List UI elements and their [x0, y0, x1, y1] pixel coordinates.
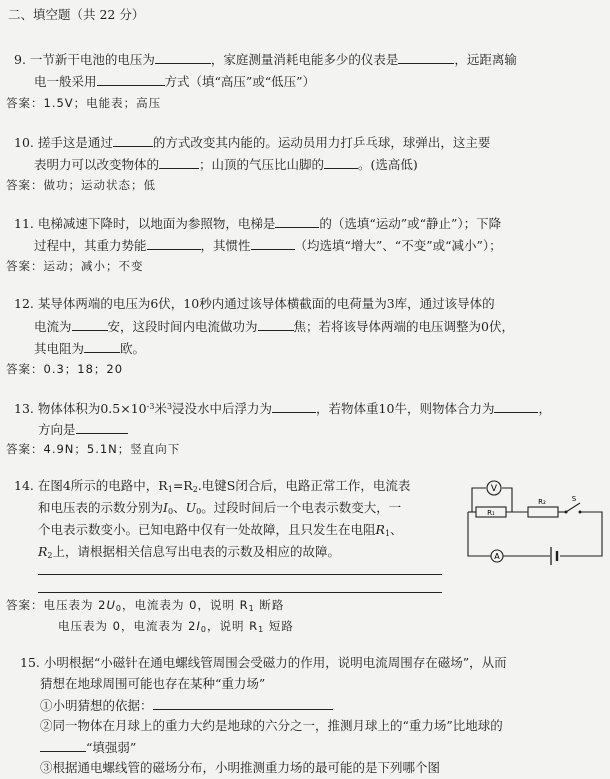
q14-sub-2: 2 [192, 485, 198, 494]
q11-text-e: （均选填“增大”、“不变”或“减小”）； [294, 238, 502, 253]
q12-blank-2[interactable] [258, 317, 294, 331]
q10-text-d: ；山顶的气压比山脚的 [199, 157, 325, 172]
q14-ans1-a: 答案：电压表为 2 [6, 598, 107, 612]
battery-icon [551, 547, 557, 565]
q13-text-f: 方向是 [38, 422, 76, 437]
q14-ans1-u: U [106, 598, 116, 612]
q14-text-e: 。过段时间后一个电表示数变大，一 [201, 500, 402, 515]
q12-text-d: 其电阻为 [34, 341, 85, 356]
q10-text-c: 表明力可以改变物体的 [34, 157, 160, 172]
question-13-line-2 [38, 420, 128, 439]
q10-text-a: 10. 搓手这是通过 [14, 135, 113, 150]
question-15-line-4: ②同一物体在月球上的重力大约是地球的六分之一，推测月球上的“重力场”比地球的 [40, 718, 503, 733]
question-13-line-1 [14, 398, 551, 418]
q14-i0-sub: 0 [167, 507, 174, 516]
voltmeter-label: V [490, 484, 498, 494]
q10-text-b: 的方式改变其内能的。运动员用力打乒乓球，球弹出，这主要 [152, 135, 491, 150]
q14-ans2-c: 短路 [264, 619, 294, 633]
switch-icon [565, 503, 582, 514]
q14-answer-2 [58, 617, 294, 639]
circuit-diagram [462, 476, 608, 576]
q10-blank-1[interactable] [113, 133, 153, 147]
question-9-line-1 [14, 50, 517, 69]
q14-r1-sub: 1 [384, 529, 391, 538]
q13-text-d: ，若物体重10牛，则物体合力为 [316, 401, 495, 416]
q14-text-f: 个电表示数变小。已知电路中仅有一处故障，且只发生在电阻 [38, 522, 376, 537]
q14-ans1-rsub: 1 [248, 604, 255, 613]
q14-ans1-b: ，电流表为 0，说明 R [122, 598, 249, 612]
q14-u0-sub: 0 [196, 507, 202, 516]
question-12-line-1: 12. 某导体两端的电压为6伏，10秒内通过该导体横截面的电荷量为3库，通过该导体的 [14, 296, 495, 311]
q13-exp-1: -3 [146, 402, 155, 411]
section-title: 二、填空题（共 22 分） [8, 7, 145, 22]
q12-text-c: 焦；若将该导体两端的电压调整为0伏， [293, 319, 514, 334]
q11-blank-3[interactable] [251, 236, 295, 250]
q14-sub-1: 1 [167, 485, 173, 494]
q15-text-a: ①小明猜想的依据： [40, 698, 153, 713]
resistor-r2-icon [528, 507, 558, 517]
question-10-line-1 [14, 133, 490, 152]
question-15-line-5 [40, 738, 136, 757]
q14-u0: U [185, 500, 197, 515]
question-11-line-1 [14, 214, 501, 233]
question-15-line-3 [40, 696, 333, 715]
ammeter-label: A [494, 552, 500, 561]
q10-answer: 答案：做功；运动状态；低 [6, 178, 156, 192]
q14-ans2-b: ，说明 R [206, 619, 259, 633]
q14-text-b: =R [172, 478, 193, 493]
q14-ans2-a: 电压表为 0，电流表为 2 [58, 619, 197, 633]
question-14-line-3 [38, 521, 403, 543]
q14-text-h: 上，请根据相关信息写出电表的示数及相应的故障。 [52, 544, 341, 559]
q9-blank-3[interactable] [97, 72, 165, 86]
q13-text-a: 13. 物体体积为0.5×10 [14, 401, 147, 416]
q15-blank-2[interactable] [40, 738, 86, 752]
q15-text-b: “填强弱” [86, 740, 137, 755]
q14-answer-line-2[interactable] [38, 592, 442, 593]
q14-answer-1 [6, 596, 284, 618]
q13-text-e: ， [538, 401, 551, 416]
q14-text-g: 、 [390, 522, 403, 537]
question-15-line-2: 猜想在地球周围可能也存在某种“重力场” [40, 676, 266, 691]
q11-text-c: 过程中，其重力势能 [34, 238, 147, 253]
question-14-line-1 [14, 477, 410, 499]
q15-blank-1[interactable] [153, 696, 333, 710]
switch-label: S [571, 495, 577, 503]
q14-answer-line-1[interactable] [38, 574, 442, 575]
q14-sep: 、 [173, 500, 186, 515]
q13-blank-1[interactable] [272, 399, 316, 413]
q9-text-b: ，家庭测量消耗电能多少的仪表是 [210, 52, 399, 67]
q9-text-c: ，远距离输 [454, 52, 517, 67]
q13-text-b: 米 [154, 401, 167, 416]
q11-text-a: 11. 电梯减速下降时，以地面为参照物，电梯是 [14, 216, 276, 231]
question-11-line-2 [34, 236, 502, 255]
q14-ans2-rsub: 1 [258, 625, 265, 634]
question-12-line-3 [34, 339, 145, 358]
q10-blank-2[interactable] [159, 155, 199, 169]
question-15-line-1: 15. 小明根据“小磁针在通电螺线管周围会受磁力的作用，说明电流周围存在磁场”，从而 [20, 655, 507, 670]
q10-text-e: 。(选高低) [358, 157, 418, 172]
q9-text-d: 电一般采用 [34, 74, 97, 89]
q12-answer: 答案：0.3；18；20 [6, 362, 124, 376]
q14-r2: R [38, 544, 48, 559]
q13-blank-3[interactable] [76, 420, 128, 434]
q12-text-a: 电流为 [34, 319, 72, 334]
q13-exp-2: 3 [166, 402, 173, 411]
q14-i0: I [163, 500, 168, 515]
q10-blank-3[interactable] [324, 155, 358, 169]
q13-blank-2[interactable] [494, 399, 538, 413]
q11-blank-1[interactable] [275, 214, 319, 228]
q14-ans1-usub: 0 [115, 604, 122, 613]
q14-r1: R [375, 522, 385, 537]
q12-blank-1[interactable] [72, 317, 108, 331]
question-10-line-2 [34, 155, 418, 174]
q9-blank-1[interactable] [155, 50, 211, 64]
resistor-r2-label: R₂ [538, 498, 546, 506]
q11-answer: 答案：运动；减小；不变 [6, 259, 144, 273]
question-14-line-4 [38, 543, 340, 565]
question-12-line-2 [34, 317, 514, 336]
q12-blank-3[interactable] [84, 339, 120, 353]
q9-blank-2[interactable] [398, 50, 454, 64]
q14-ans1-c: 断路 [254, 598, 285, 612]
question-14-line-2 [38, 499, 401, 521]
q14-text-d: 和电压表的示数分别为 [38, 500, 164, 515]
q9-answer: 答案：1.5V；电能表；高压 [6, 96, 162, 110]
q14-ans2-isub: 0 [200, 625, 207, 634]
question-9-line-2 [34, 72, 315, 91]
q14-text-a: 14. 在图4所示的电路中，R [14, 478, 168, 493]
q14-text-c: .电键S闭合后，电路正常工作，电流表 [197, 478, 411, 493]
question-15-line-6: ③根据通电螺线管的磁场分布，小明推测重力场的最可能的是下列哪个图 [40, 760, 441, 775]
q13-answer: 答案：4.9N；5.1N；竖直向下 [6, 442, 181, 456]
q11-text-d: ，其惯性 [200, 238, 251, 253]
q11-blank-2[interactable] [147, 236, 201, 250]
q9-text-e: 方式（填“高压”或“低压”） [164, 74, 316, 89]
q11-text-b: 的（选填“运动”或“静止”）；下降 [319, 216, 502, 231]
resistor-r1-label: R₁ [487, 509, 495, 517]
q14-r2-sub: 2 [47, 551, 53, 560]
q13-text-c: 浸没水中后浮力为 [172, 401, 273, 416]
q12-text-e: 欧。 [120, 341, 146, 356]
q12-text-b: 安，这段时间内电流做功为 [107, 319, 258, 334]
q14-ans2-i: I [196, 619, 201, 633]
q9-text-a: 9. 一节新干电池的电压为 [14, 52, 155, 67]
